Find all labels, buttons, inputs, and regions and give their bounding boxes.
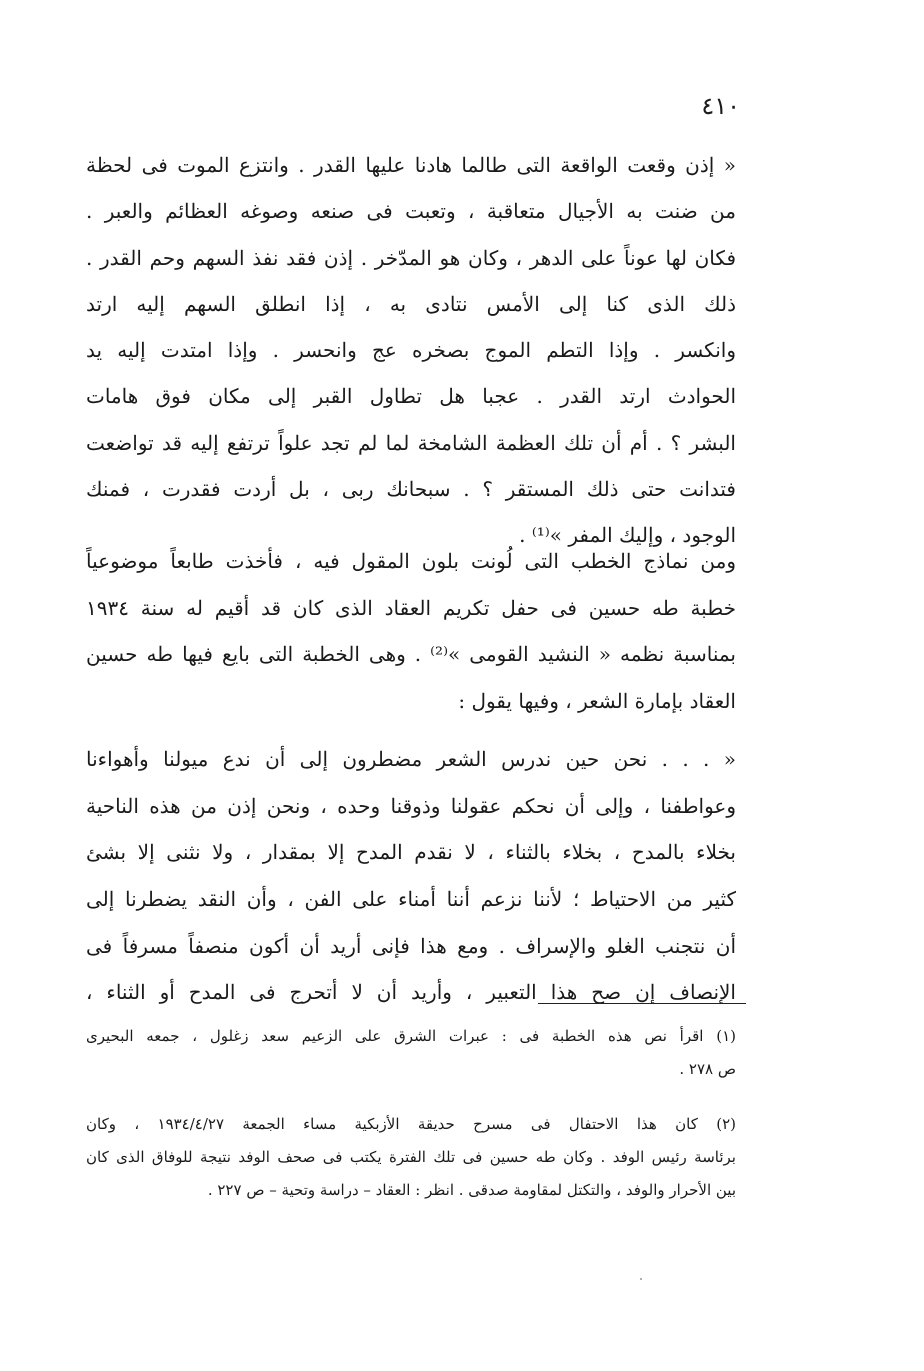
page-number: ٤١٠ xyxy=(701,92,740,120)
text-line: أن نتجنب الغلو والإسراف . ومع هذا فإنى أريد أن أكون منصفاً مسرفاً فى xyxy=(86,933,736,958)
footnote-line: برئاسة رئيس الوفد . وكان طه حسين فى تلك الفترة يكتب فى صحف الوفد نتيجة للوفاق الذى كان xyxy=(86,1148,736,1166)
text-line: « إذن وقعت الواقعة التى طالما هادنا عليها القدر . وانتزع الموت فى لحظة xyxy=(86,153,736,177)
footnote-line: (٢) كان هذا الاحتفال فى مسرح حديقة الأزبكية مساء الجمعة ١٩٣٤/٤/٢٧ ، وكان xyxy=(86,1115,736,1133)
text-line: العقاد بإمارة الشعر ، وفيها يقول : xyxy=(458,688,736,713)
text-line: البشر ؟ . أم أن تلك العظمة الشامخة لما لم تجد علواً ترتفع إليه قد تواضعت xyxy=(86,430,736,455)
body-paragraph xyxy=(86,538,736,724)
text-line: خطبة طه حسين فى حفل تكريم العقاد الذى كان قد أقيم له سنة ١٩٣٤ xyxy=(86,595,736,620)
footnote-line: (١) اقرأ نص هذه الخطبة فى : عبرات الشرق على الزعيم سعد زغلول ، جمعه البحيرى xyxy=(86,1027,736,1045)
footnote-1 xyxy=(86,1020,736,1086)
text-line: وعواطفنا ، وإلى أن نحكم عقولنا وذوقنا وحده ، ونحن إذن من هذه الناحية xyxy=(86,793,736,818)
quote-paragraph-1 xyxy=(86,142,736,559)
text-line: « . . . نحن حين ندرس الشعر مضطرون إلى أن ندع ميولنا وأهواءنا xyxy=(86,747,736,771)
text-line: كثير من الاحتياط ؛ لأننا نزعم أننا أمناء على الفن ، وأن النقد يضطرنا إلى xyxy=(86,887,736,912)
footnote-line: بين الأحرار والوفد ، والتكتل لمقاومة صدقى . انظر : العقاد – دراسة وتحية – ص ٢٢٧ . xyxy=(207,1181,736,1199)
footnotes xyxy=(86,1020,736,1207)
text-line: من ضنت به الأجيال متعاقبة ، وتعبت فى صنعه وصوغه العظائم والعبر . xyxy=(86,199,736,224)
footnote-line: ص ٢٧٨ . xyxy=(679,1060,736,1078)
text-line: الوجود ، وإليك المفر »⁽¹⁾ . xyxy=(519,523,736,548)
text-line: وانكسر . وإذا التطم الموج بصخره عج وانحسر . وإذا امتدت إليه يد xyxy=(86,338,736,363)
footnote-2 xyxy=(86,1108,736,1207)
text-line: الحوادث ارتد القدر . عجبا هل تطاول القبر إلى مكان فوق هامات xyxy=(86,384,736,409)
text-line: بمناسبة نظمه « النشيد القومى »⁽²⁾ . وهى الخطبة التى بايع فيها طه حسين xyxy=(86,642,736,666)
text-line: فكان لها عوناً على الدهر ، وكان هو المدّخر . إذن فقد نفذ السهم وحم القدر . xyxy=(86,245,736,270)
text-line: الإنصاف إن صح هذا التعبير ، وأريد أن لا أتحرج فى المدح أو الثناء ، xyxy=(86,980,736,1005)
text-line: ذلك الذى كنا إلى الأمس نتادى به ، إذا انطلق السهم إليه ارتد xyxy=(86,291,736,316)
footnote-gap xyxy=(86,1086,736,1108)
scan-speck xyxy=(640,1278,642,1280)
text-line: بخلاء بالمدح ، بخلاء بالثناء ، لا نقدم المدح إلا بمقدار ، ولا نثنى إلا بشئ xyxy=(86,840,736,865)
footnote-divider xyxy=(538,1003,746,1004)
text-line: ومن نماذج الخطب التى لُونت بلون المقول فيه ، فأخذت طابعاً موضوعياً xyxy=(86,549,736,573)
text-line: فتدانت حتى ذلك المستقر ؟ . سبحانك ربى ، بل أردت فقدرت ، فمنك xyxy=(86,477,736,502)
quote-paragraph-2 xyxy=(86,736,736,1016)
